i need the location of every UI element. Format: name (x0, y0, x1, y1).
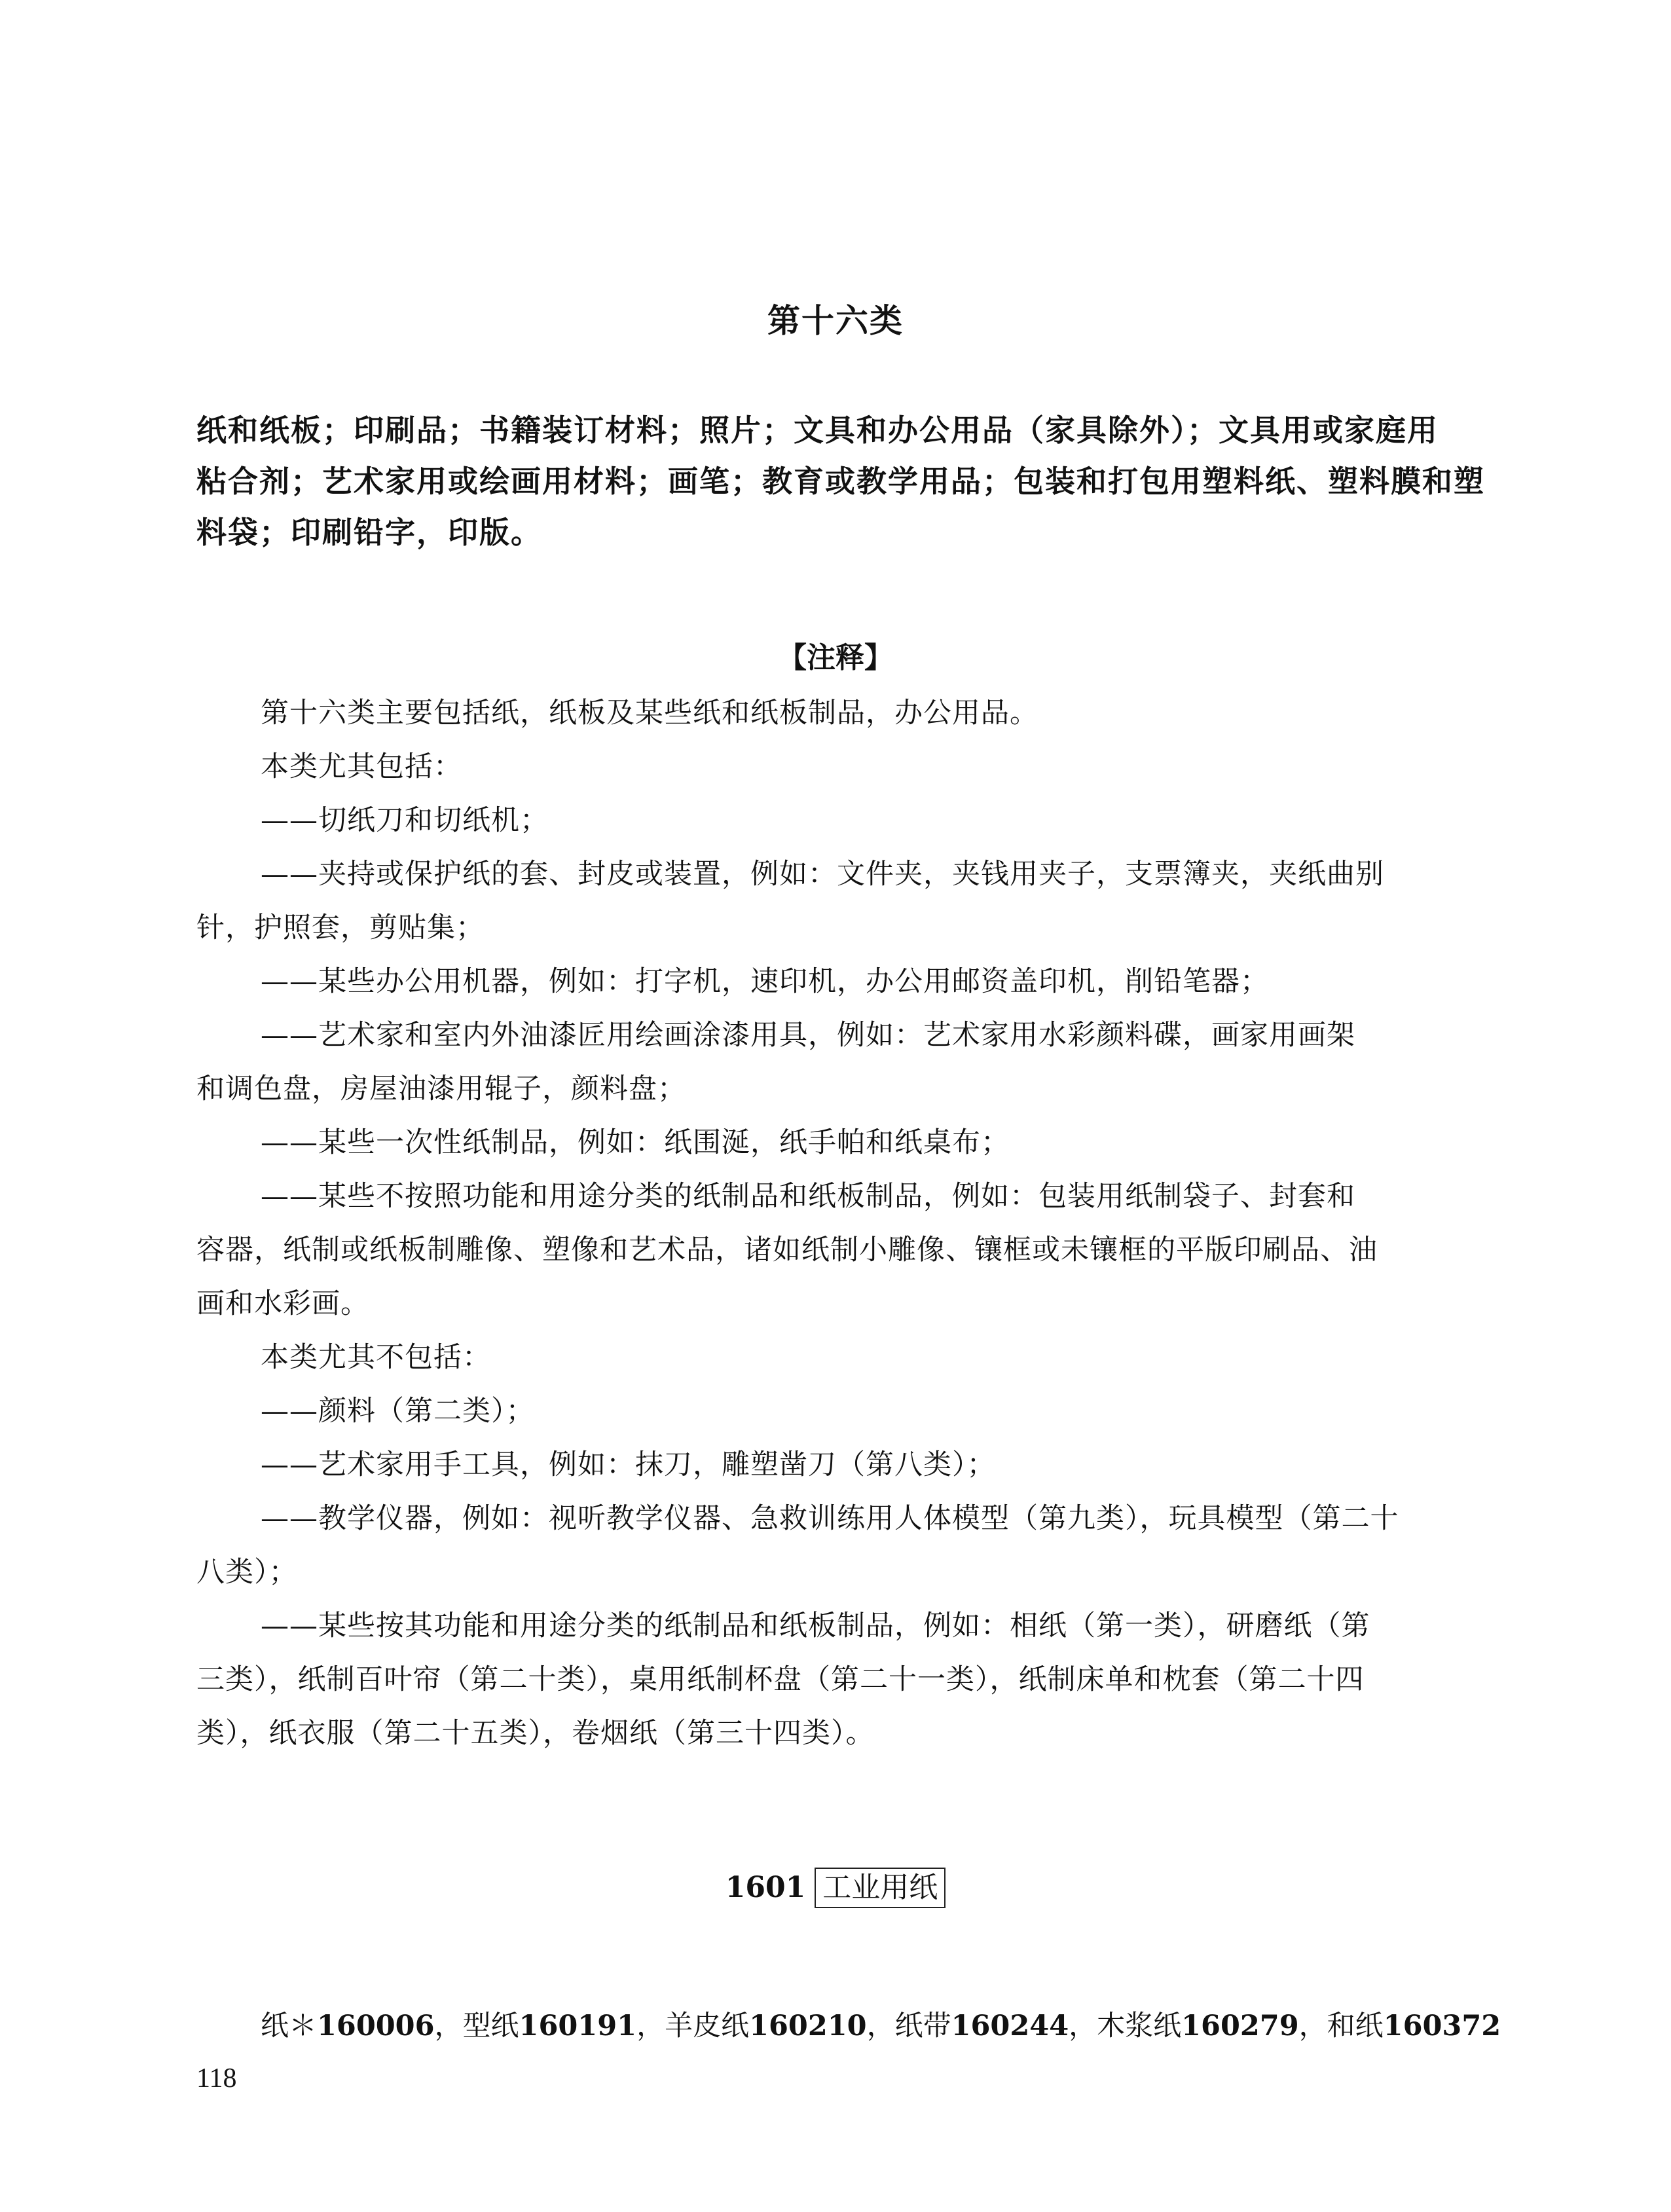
note-line: 本类尤其不包括： (261, 1341, 491, 1374)
product-name: 纸带 (894, 2010, 951, 2042)
note-line: ——某些按其功能和用途分类的纸制品和纸板制品，例如：相纸（第一类），研磨纸（第 (261, 1610, 1370, 1642)
explanatory-notes (196, 686, 1480, 1760)
product-code: 160372 (1383, 2010, 1501, 2042)
product-name: 纸＊ (261, 2010, 317, 2042)
product-separator: ， (1069, 2010, 1097, 2042)
note-line: 类），纸衣服（第二十五类），卷烟纸（第三十四类）。 (196, 1717, 875, 1750)
note-line: 画和水彩画。 (196, 1287, 369, 1320)
product-list (261, 2004, 1501, 2044)
product-name: 羊皮纸 (665, 2010, 750, 2042)
note-line: ——某些一次性纸制品，例如：纸围涎，纸手帕和纸桌布； (261, 1126, 1010, 1159)
product-name: 和纸 (1327, 2010, 1384, 2042)
note-line: 八类）； (196, 1556, 298, 1589)
note-title: 【注释】 (778, 641, 893, 674)
class-heading-line: 纸和纸板；印刷品；书籍装订材料；照片；文具和办公用品（家具除外）；文具用或家庭用 (196, 413, 1439, 448)
product-code: 160006 (317, 2010, 435, 2042)
note-line: ——教学仪器，例如：视听教学仪器、急救训练用人体模型（第九类），玩具模型（第二十 (261, 1502, 1399, 1535)
product-code: 160210 (749, 2010, 867, 2042)
product-name: 木浆纸 (1097, 2010, 1182, 2042)
group-code: 1601 (725, 1871, 806, 1904)
class-heading (196, 405, 1485, 558)
product-code: 160244 (951, 2010, 1069, 2042)
product-separator: ， (636, 2010, 665, 2042)
note-line: ——艺术家和室内外油漆匠用绘画涂漆用具，例如：艺术家用水彩颜料碟，画家用画架 (261, 1019, 1355, 1052)
class-title: 第十六类 (767, 302, 904, 340)
note-line: ——艺术家用手工具，例如：抹刀，雕塑凿刀（第八类）； (261, 1448, 996, 1481)
note-line: ——某些不按照功能和用途分类的纸制品和纸板制品，例如：包装用纸制袋子、封套和 (261, 1180, 1355, 1213)
note-line: ——某些办公用机器，例如：打字机，速印机，办公用邮资盖印机，削铅笔器； (261, 965, 1269, 998)
class-heading-line: 料袋；印刷铅字，印版。 (196, 515, 542, 550)
note-line: ——切纸刀和切纸机； (261, 804, 549, 837)
product-code: 160191 (519, 2010, 637, 2042)
note-line: 第十六类主要包括纸，纸板及某些纸和纸板制品，办公用品。 (261, 697, 1038, 729)
group-name: 工业用纸 (815, 1868, 946, 1908)
note-line: 针，护照套，剪贴集； (196, 912, 485, 944)
note-line: 三类），纸制百叶帘（第二十类），桌用纸制杯盘（第二十一类），纸制床单和枕套（第二十四 (196, 1663, 1365, 1696)
note-line: 和调色盘，房屋油漆用辊子，颜料盘； (196, 1073, 686, 1105)
note-line: ——夹持或保护纸的套、封皮或装置，例如：文件夹，夹钱用夹子，支票簿夹，夹纸曲别 (261, 858, 1384, 891)
product-separator: ， (1298, 2010, 1327, 2042)
product-separator: ， (866, 2010, 895, 2042)
page-number: 118 (196, 2063, 237, 2093)
note-line: 本类尤其包括： (261, 750, 462, 783)
note-line: ——颜料（第二类）； (261, 1395, 535, 1428)
group-heading (0, 1868, 1671, 1908)
note-line: 容器，纸制或纸板制雕像、塑像和艺术品，诸如纸制小雕像、镶框或未镶框的平版印刷品、油 (196, 1234, 1378, 1266)
class-heading-line: 粘合剂；艺术家用或绘画用材料；画笔；教育或教学用品；包装和打包用塑料纸、塑料膜和塑 (196, 464, 1485, 499)
product-code: 160279 (1181, 2010, 1299, 2042)
product-separator: ， (434, 2010, 463, 2042)
product-name: 型纸 (462, 2010, 519, 2042)
